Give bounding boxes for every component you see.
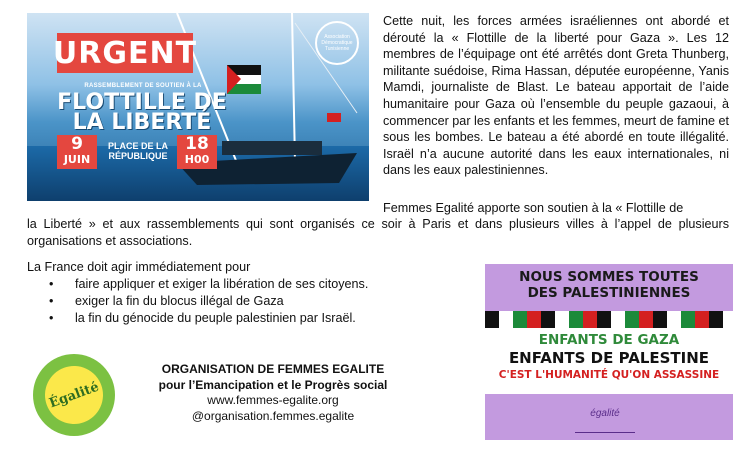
poster2-header [485,264,733,313]
article-paragraph-2-cont: la Liberté » et aux rassemblements qui sont organisés ce soir à Paris et dans plusieurs villes à l’appel de plusieurs organisations et associations. [27,217,729,248]
date-month: JUIN [63,153,91,166]
association-seal-icon: Association Démocratique Tunisienne [315,21,359,65]
place-label: PLACE DE LA RÉPUBLIQUE [107,141,168,161]
time-box [177,135,217,169]
list-item: • faire appliquer et exiger la libération de ses citoyens. [45,276,368,293]
palestine-solidarity-poster [485,264,733,440]
demands-list [45,276,368,327]
article-paragraph-2-start: Femmes Egalité apporte son soutien à la « Flottille de [383,201,684,215]
palestinian-flag-band [485,311,733,328]
poster2-gaza: ENFANTS DE GAZA [538,332,680,348]
list-item: • la fin du génocide du peuple palestinien par Israël. [45,310,368,327]
org-website-link[interactable]: www.femmes-egalite.org [207,393,339,407]
poster2-line2: DES PALESTINIENNES [527,285,691,301]
time-hour: 18 [185,134,209,154]
date-day: 9 [71,134,83,154]
org-tagline: pour l’Emancipation et le Progrès social [158,377,388,392]
poster-title: FLOTTILLE DE LA LIBERTÉ [57,90,227,135]
france-heading: La France doit agir immédiatement pour [27,260,251,274]
org-social-handle[interactable]: @organisation.femmes.egalite [191,408,355,423]
flottille-poster-image [27,13,369,201]
organisation-block [140,362,406,424]
poster2-humanite: C'EST L'HUMANITÉ QU'ON ASSASSINE [498,369,720,381]
time-suffix: H00 [184,153,210,166]
list-item: • exiger la fin du blocus illégal de Gaza [45,293,368,310]
poster2-line1: NOUS SOMMES TOUTES [519,269,699,285]
rassemblement-label: RASSEMBLEMENT DE SOUTIEN À LA [84,83,202,89]
date-box [57,135,97,169]
poster2-palestine: ENFANTS DE PALESTINE [508,349,710,367]
femmes-egalite-logo [33,354,115,436]
logo-text: Égalité [37,358,111,432]
egalite-signature-logo: égalité [575,408,635,433]
org-name: ORGANISATION DE FEMMES EGALITE [161,362,385,376]
poster2-message [485,328,733,394]
article-paragraph-1: Cette nuit, les forces armées israéliennes ont abordé et dérouté la « Flottille de la liberté pour Gaza ». Les 12 membres de l’équipage ont été arrêtés dont Greta Thunberg, militante suédoise, Rima Hassan, députée européenne, Yanis Mamdi, journaliste de Blast. Le bateau apportait de l’aide humanitaire pour Gaza où l’ensemble du peuple gazaoui, à commencer par les enfants et les femmes, meurt de famine et sous les bombes. Le bateau a été abordé en toute illégalité. Israël n’a aucune autorité dans les eaux internationales, ni dans les eaux palestiniennes. [383,14,729,178]
urgent-label: URGENT [57,33,193,73]
